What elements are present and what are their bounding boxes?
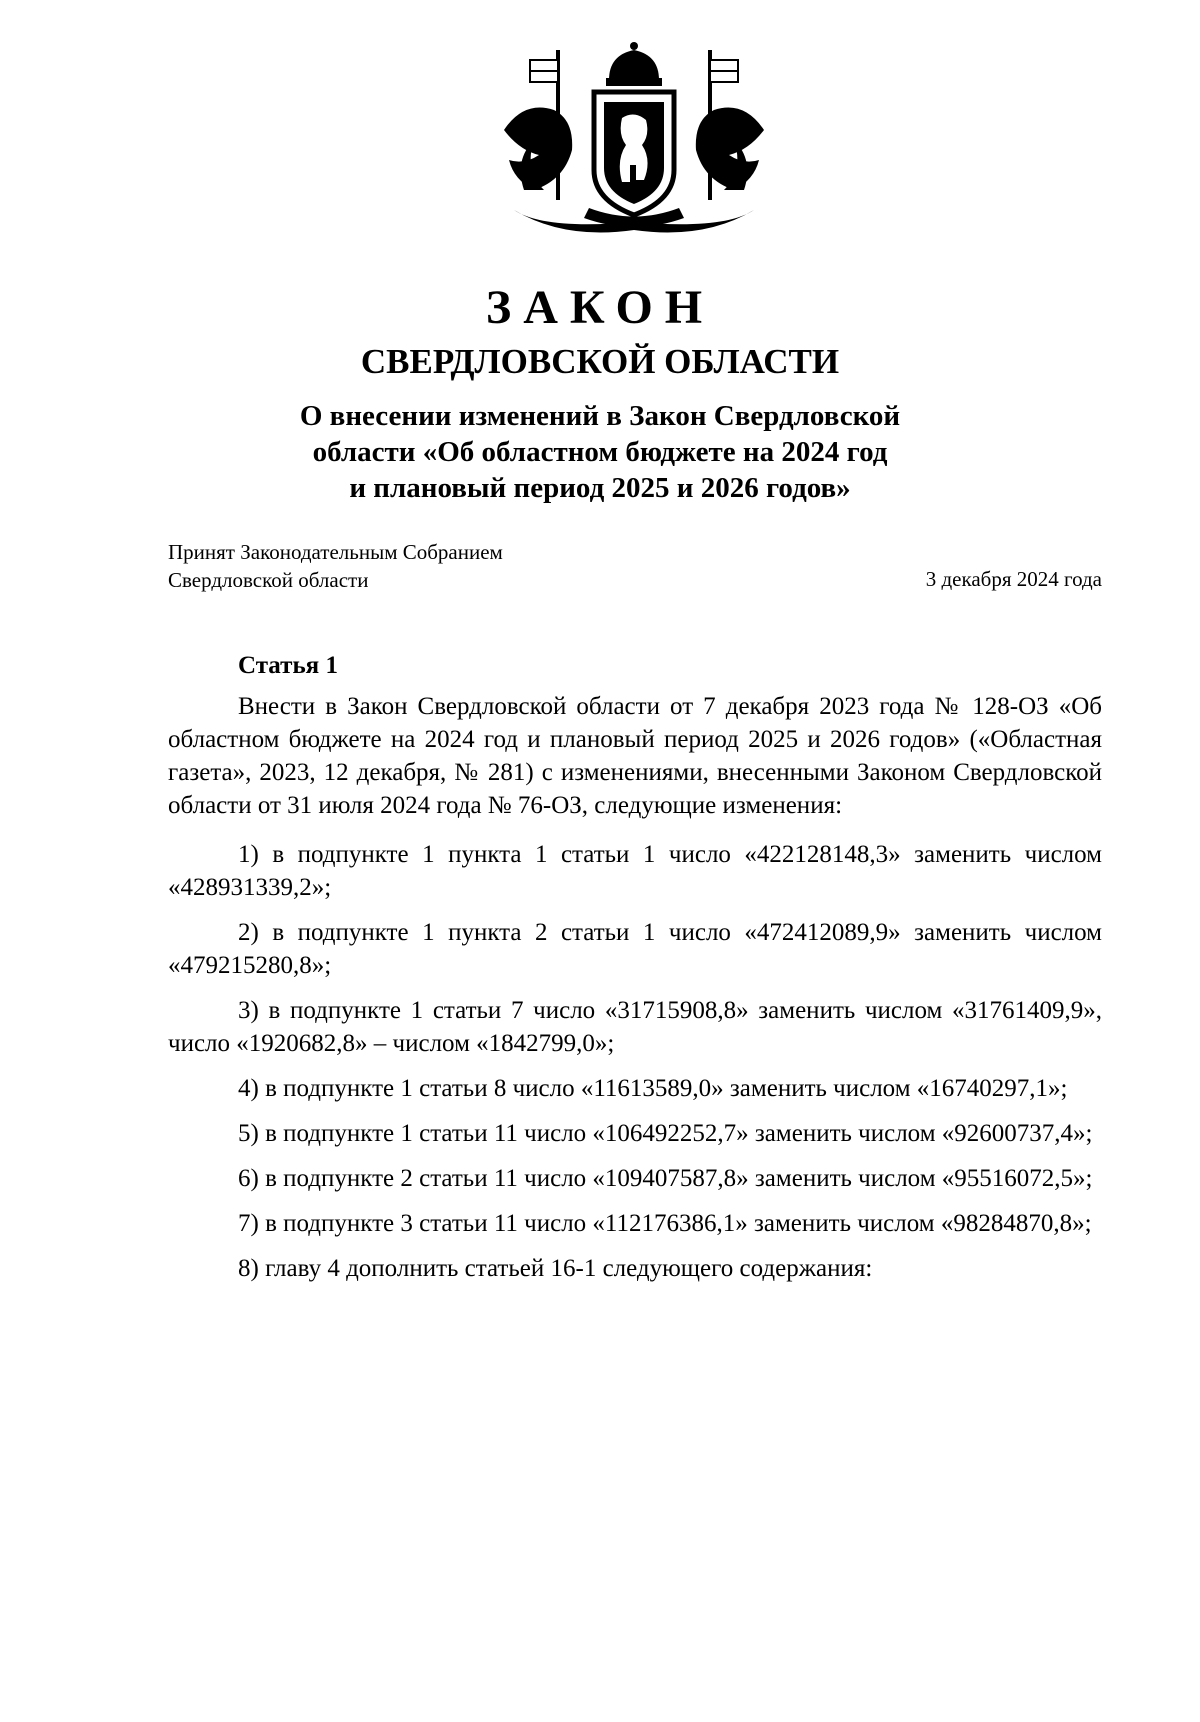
amendment-item: 6) в подпункте 2 статьи 11 число «109407587,8» заменить числом «95516072,5»; xyxy=(238,1165,1093,1192)
amendment-item: 4) в подпункте 1 статьи 8 число «11613589,0» заменить числом «16740297,1»; xyxy=(238,1075,1068,1102)
amendment-item: 1) в подпункте 1 пункта 1 статьи 1 число «422128148,3» заменить числом «428931339,2»; xyxy=(168,841,1102,901)
amendment-item: 2) в подпункте 1 пункта 2 статьи 1 число «472412089,9» заменить числом «479215280,8»; xyxy=(168,919,1102,979)
amendment-item: 3) в подпункте 1 статьи 7 число «31715908,8» заменить числом «31761409,9», число «1920682,8» – числом «1842799,0»; xyxy=(168,997,1102,1057)
document-region: СВЕРДЛОВСКОЙ ОБЛАСТИ xyxy=(360,342,840,381)
adoption-line: Принят Законодательным Собранием xyxy=(168,540,503,564)
subtitle-line: О внесении изменений в Закон Свердловской xyxy=(299,400,901,432)
adoption-line: Свердловской области xyxy=(168,568,369,592)
article-title: Статья 1 xyxy=(238,652,338,679)
article-intro: Внести в Закон Свердловской области от 7 декабря 2023 года № 128-ОЗ «Об областном бюджете на 2024 год и плановый период 2025 и 2026 годов» («Областная газета», 2023, 12 декабря, № 281) с изменениями, внесенными Законом Свердловской области от 31 июля 2024 года № 76-ОЗ, следующие изменения: xyxy=(168,693,1102,819)
amendment-item: 5) в подпункте 1 статьи 11 число «106492252,7» заменить числом «92600737,4»; xyxy=(238,1120,1093,1147)
adoption-body xyxy=(168,538,503,594)
subtitle-line: области «Об областном бюджете на 2024 год xyxy=(312,436,888,468)
amendment-item: 7) в подпункте 3 статьи 11 число «112176386,1» заменить числом «98284870,8»; xyxy=(238,1210,1092,1237)
document-title: ЗАКОН xyxy=(485,281,715,334)
amendment-item: 8) главу 4 дополнить статьей 16-1 следующего содержания: xyxy=(238,1255,873,1282)
coat-of-arms-emblem xyxy=(494,40,774,240)
document-subtitle xyxy=(0,398,1200,506)
adoption-date: 3 декабря 2024 года xyxy=(925,567,1102,591)
subtitle-line: и плановый период 2025 и 2026 годов» xyxy=(349,472,851,504)
article-body xyxy=(168,690,1102,1297)
